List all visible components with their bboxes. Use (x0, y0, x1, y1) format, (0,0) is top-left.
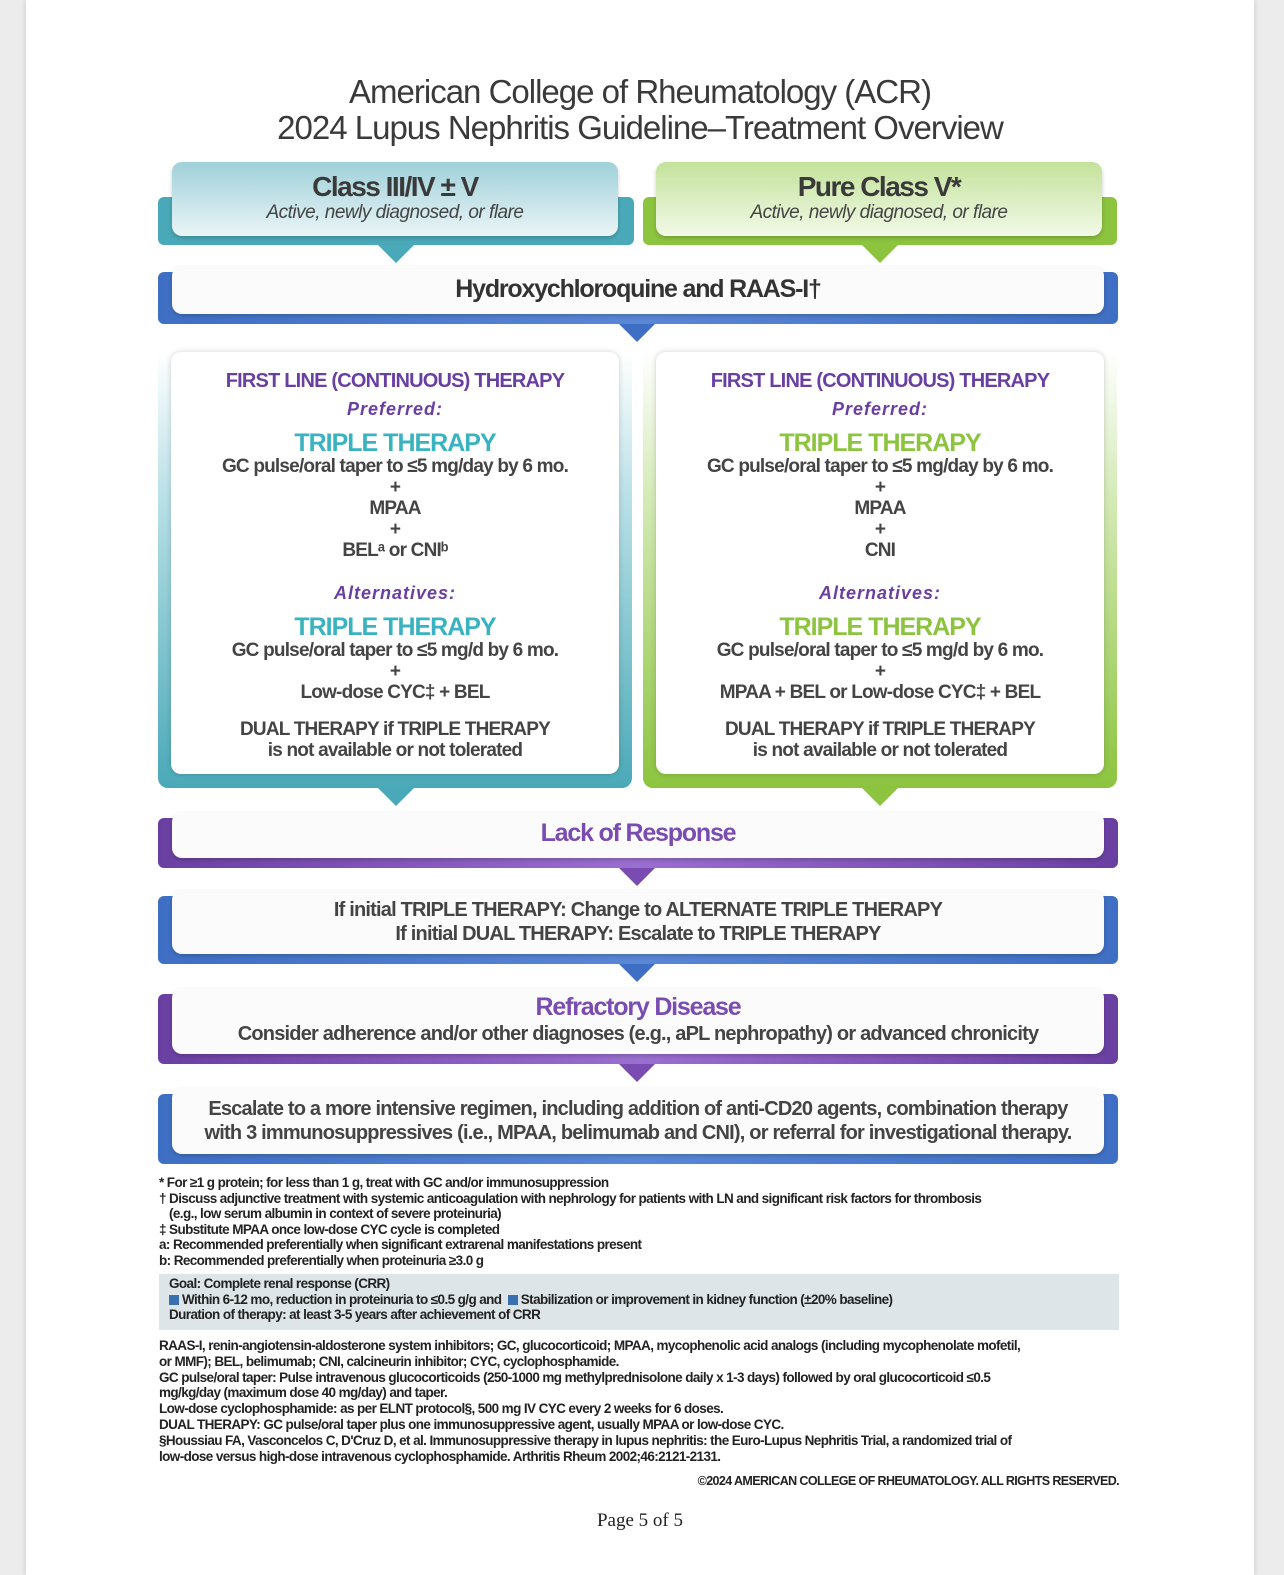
hcq-arrow (619, 324, 655, 342)
left-preferred-label: Preferred: (346, 399, 444, 419)
goal-line-1: Goal: Complete renal response (CRR) (169, 1276, 390, 1291)
left-panel-arrow (378, 788, 414, 806)
left-gc-line-1: GC pulse/oral taper to ≤5 mg/day by 6 mo. (221, 456, 569, 477)
lack-of-response-bar (172, 812, 1104, 858)
lack-arrow (619, 868, 655, 886)
right-header-box (656, 162, 1102, 236)
abbr-line-3: GC pulse/oral taper: Pulse intravenous glucocorticoids (250-1000 mg methylprednisolone daily x 1-3 days) followed by oral glucocorticoid ≤0.5 (159, 1369, 991, 1385)
right-cni: CNI (864, 540, 896, 561)
footnote-b: b: Recommended preferentially when proteinuria ≥3.0 g (159, 1252, 484, 1268)
left-triple-therapy-2: TRIPLE THERAPY (294, 613, 496, 641)
abbr-line-1: RAAS-I, renin-angiotensin-aldosterone system inhibitors; GC, glucocorticoid; MPAA, mycophenolic acid analogs (including mycophenolate mofetil, (159, 1338, 1021, 1353)
title-line-2: 2024 Lupus Nephritis Guideline–Treatment Overview (277, 109, 1003, 146)
right-header-arrow (862, 245, 898, 263)
refractory-disease-bar (172, 988, 1104, 1054)
right-therapy-panel (656, 352, 1104, 774)
hcq-bar-text: Hydroxychloroquine and RAAS-I† (455, 275, 821, 303)
right-header-subtitle: Active, newly diagnosed, or flare (750, 202, 1008, 223)
page-number: Page 5 of 5 (596, 1510, 683, 1531)
abbr-line-5: Low-dose cyclophosphamide: as per ELNT protocol§, 500 mg IV CYC every 2 weeks for 6 doses. (159, 1401, 724, 1417)
right-plus-1: + (874, 477, 886, 498)
right-triple-therapy-1: TRIPLE THERAPY (779, 429, 981, 457)
left-header-subtitle: Active, newly diagnosed, or flare (266, 202, 524, 223)
right-preferred-label: Preferred: (831, 399, 929, 419)
left-header-title: Class III/IV ± V (312, 171, 478, 202)
right-gc-line-1: GC pulse/oral taper to ≤5 mg/day by 6 mo. (706, 456, 1054, 477)
left-therapy-panel (171, 352, 619, 774)
right-plus-3: + (874, 661, 886, 682)
square-bullet-icon (169, 1295, 179, 1305)
refractory-title: Refractory Disease (535, 993, 741, 1021)
left-header-arrow (378, 245, 414, 263)
escalate-line-2: with 3 immunosuppressives (i.e., MPAA, belimumab and CNI), or referral for investigational therapy. (204, 1122, 1072, 1144)
left-plus-2: + (389, 519, 401, 540)
footnote-dagger: † Discuss adjunctive treatment with systemic anticoagulation with nephrology for patients with LN and significant risk factors for thrombosis (159, 1190, 982, 1206)
right-dual-line-1: DUAL THERAPY if TRIPLE THERAPY (725, 719, 1035, 740)
goal-box (159, 1274, 1119, 1330)
escalate-line-1: Escalate to a more intensive regimen, including addition of anti-CD20 agents, combination therapy (208, 1098, 1068, 1120)
change-arrow (619, 964, 655, 982)
document-page (26, 0, 1254, 1575)
left-plus-1: + (389, 477, 401, 498)
right-alternatives-label: Alternatives: (818, 583, 942, 603)
right-gc-line-2: GC pulse/oral taper to ≤5 mg/d by 6 mo. (716, 640, 1044, 661)
left-dual-line-2: is not available or not tolerated (267, 740, 523, 761)
abbr-line-6: DUAL THERAPY: GC pulse/oral taper plus one immunosuppressive agent, usually MPAA or low-dose CYC. (159, 1416, 784, 1432)
hcq-bar (172, 266, 1104, 314)
right-header-title: Pure Class V* (797, 171, 961, 202)
left-mpaa: MPAA (369, 498, 421, 519)
abbr-line-7: §Houssiau FA, Vasconcelos C, D'Cruz D, et al. Immunosuppressive therapy in lupus nephritis: the Euro-Lupus Nephritis Trial, a randomized trial of (159, 1432, 1012, 1448)
goal-line-3: Duration of therapy: at least 3-5 years after achievement of CRR (169, 1307, 541, 1322)
left-dual-line-1: DUAL THERAPY if TRIPLE THERAPY (240, 719, 550, 740)
abbr-line-8: low-dose versus high-dose intravenous cyclophosphamide. Arthritis Rheum 2002;46:2121-2131. (159, 1448, 721, 1464)
change-line-1: If initial TRIPLE THERAPY: Change to ALTERNATE TRIPLE THERAPY (333, 899, 943, 921)
left-cyc-bel: Low-dose CYC‡ + BEL (300, 682, 490, 703)
goal-item-2: Stabilization or improvement in kidney function (±20% baseline) (520, 1291, 893, 1307)
footnote-star: * For ≥1 g protein; for less than 1 g, treat with GC and/or immunosuppression (159, 1175, 609, 1190)
footnote-dagger-cont: (e.g., low serum albumin in context of severe proteinuria) (169, 1206, 502, 1221)
left-first-line-heading: FIRST LINE (CONTINUOUS) THERAPY (225, 370, 565, 392)
copyright-notice: ©2024 AMERICAN COLLEGE OF RHEUMATOLOGY. ALL RIGHTS RESERVED. (697, 1474, 1119, 1488)
square-bullet-icon (508, 1295, 518, 1305)
change-therapy-bar (172, 890, 1104, 954)
title-line-1: American College of Rheumatology (ACR) (349, 73, 931, 110)
left-alternatives-label: Alternatives: (333, 583, 457, 603)
refractory-arrow (619, 1064, 655, 1082)
right-plus-2: + (874, 519, 886, 540)
footnote-double-dagger: ‡ Substitute MPAA once low-dose CYC cycle is completed (159, 1221, 500, 1237)
left-triple-therapy-1: TRIPLE THERAPY (294, 429, 496, 457)
left-header-box (172, 162, 618, 236)
change-line-2: If initial DUAL THERAPY: Escalate to TRIPLE THERAPY (395, 923, 881, 945)
abbr-line-4: mg/kg/day (maximum dose 40 mg/day) and taper. (159, 1385, 448, 1401)
left-bel-cni: BELᵃ or CNIᵇ (342, 540, 448, 561)
right-options: MPAA + BEL or Low-dose CYC‡ + BEL (719, 682, 1041, 703)
abbr-line-2: or MMF); BEL, belimumab; CNI, calcineurin inhibitor; CYC, cyclophosphamide. (159, 1353, 619, 1369)
right-first-line-heading: FIRST LINE (CONTINUOUS) THERAPY (710, 370, 1050, 392)
abbreviations (159, 1338, 1119, 1464)
right-mpaa: MPAA (854, 498, 906, 519)
lack-of-response-text: Lack of Response (540, 819, 736, 847)
left-plus-3: + (389, 661, 401, 682)
goal-item-1: Within 6-12 mo, reduction in proteinuria to ≤0.5 g/g and (182, 1291, 502, 1307)
refractory-text: Consider adherence and/or other diagnoses (e.g., aPL nephropathy) or advanced chronicity (237, 1023, 1039, 1045)
footnotes (159, 1175, 1119, 1268)
right-triple-therapy-2: TRIPLE THERAPY (779, 613, 981, 641)
goal-line-2 (169, 1292, 1109, 1308)
right-panel-arrow (862, 788, 898, 806)
left-gc-line-2: GC pulse/oral taper to ≤5 mg/d by 6 mo. (231, 640, 559, 661)
footnote-a: a: Recommended preferentially when significant extrarenal manifestations present (159, 1237, 642, 1252)
page-title (26, 74, 1254, 146)
right-dual-line-2: is not available or not tolerated (752, 740, 1008, 761)
escalate-bar (172, 1088, 1104, 1154)
